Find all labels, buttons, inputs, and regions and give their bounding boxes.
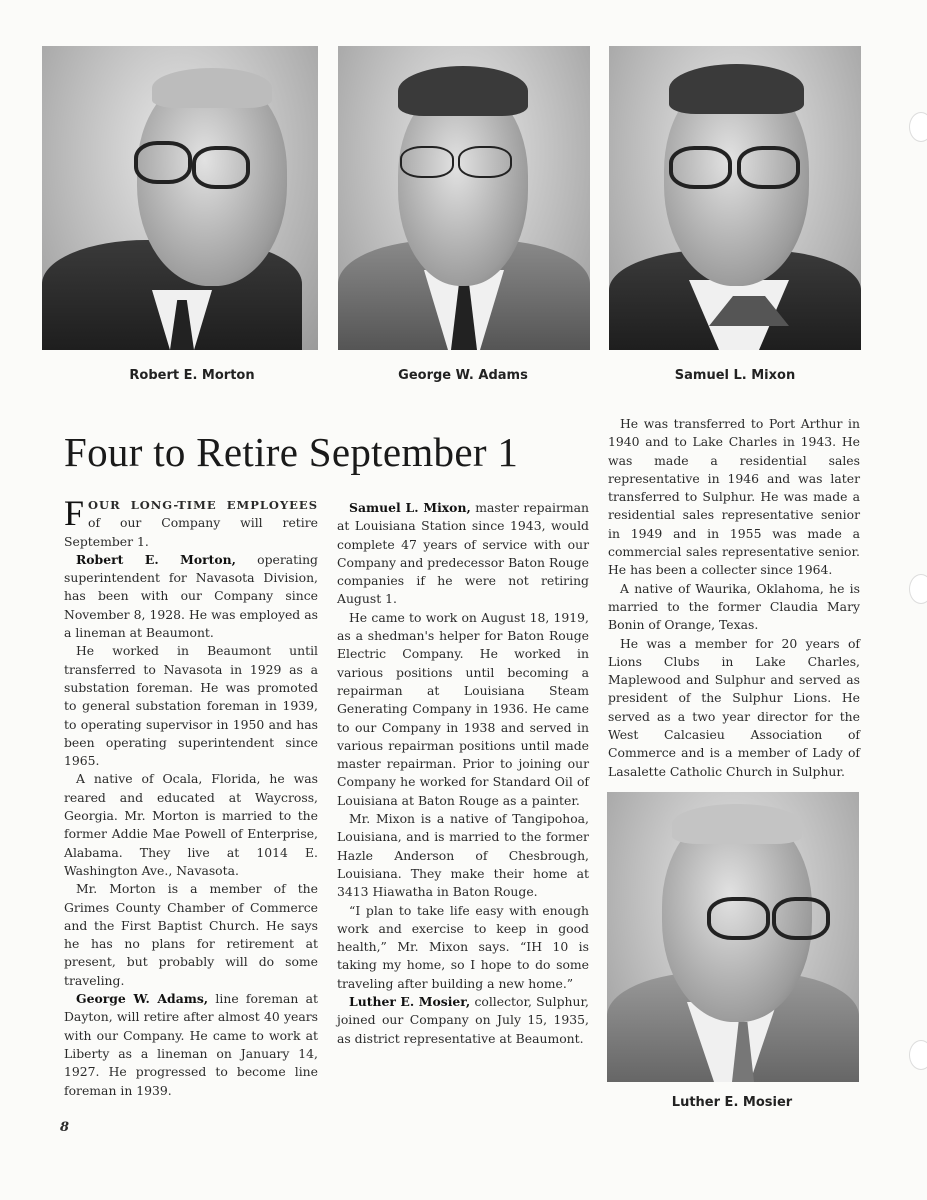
- binder-hole: [909, 574, 927, 604]
- paragraph: Samuel L. Mixon, master repairman at Louisiana Station since 1943, would complete 47 years of service with our Company and predecessor Baton Rouge companies if he were not retiring August 1.: [337, 500, 589, 607]
- caption-samuel-mixon: Samuel L. Mixon: [674, 368, 796, 383]
- column-3: [608, 415, 860, 781]
- column-1: [64, 493, 318, 1100]
- paragraph: He was transferred to Port Arthur in 1940 and to Lake Charles in 1943. He was made a residential sales representative in 1946 and was later transferred to Sulphur. He was made a residential sales representative senior in 1949 and in 1955 was made a commercial sales representative senior. He has been a collecter since 1964.: [608, 416, 860, 578]
- paragraph: Mr. Morton is a member of the Grimes County Chamber of Commerce and the First Baptist Church. He says he has no plans for retirement at present, but probably will do some traveling.: [64, 881, 318, 988]
- paragraph: He worked in Beaumont until transferred to Navasota in 1929 as a substation foreman. He was promoted to general substation foreman in 1939, to operating supervisor in 1950 and has been operating superintendent since 1965.: [64, 643, 318, 769]
- binder-hole: [909, 112, 927, 142]
- paragraph: A native of Ocala, Florida, he was reared and educated at Waycross, Georgia. Mr. Morton is married to the former Addie Mae Powell of Enterprise, Alabama. They live at 1014 E. Washington Ave., Navasota.: [64, 771, 318, 878]
- paragraph: He was a member for 20 years of Lions Clubs in Lake Charles, Maplewood and Sulphur and served as president of the Sulphur Lions. He served as a two year director for the West Calcasieu Association of Commerce and is a member of Lady of Lasalette Catholic Church in Sulphur.: [608, 635, 860, 779]
- page-number: 8: [60, 1120, 70, 1135]
- intro-text: of our Company will retire September 1.: [64, 515, 318, 549]
- paragraph: Robert E. Morton, operating superintendent for Navasota Division, has been with our Company since November 8, 1928. He was employed as a lineman at Beaumont.: [64, 551, 318, 641]
- caption-luther-mosier: Luther E. Mosier: [671, 1095, 793, 1110]
- paragraph: George W. Adams, line foreman at Dayton, will retire after almost 40 years with our Company. He came to work at Liberty as a lineman on January 14, 1927. He progressed to become line foreman in 1939.: [64, 991, 318, 1098]
- paragraph: Mr. Mixon is a native of Tangipohoa, Louisiana, and is married to the former Hazle Anderson of Chesbrough, Louisiana. They make their home at 3413 Hiawatha in Baton Rouge.: [337, 811, 589, 900]
- paragraph: He came to work on August 18, 1919, as a shedman's helper for Baton Rouge Electric Company. He worked in various positions until becoming a repairman at Louisiana Steam Generating Company in 1936. He came to our Company in 1938 and served in various repairman positions until made master repairman. Prior to joining our Company he worked for Standard Oil of Louisiana at Baton Rouge as a painter.: [337, 609, 589, 808]
- caption-george-adams: George W. Adams: [398, 368, 528, 383]
- binder-hole: [909, 1040, 927, 1070]
- photo-samuel-mixon: [609, 46, 861, 350]
- photo-robert-morton: [42, 46, 318, 350]
- photo-george-adams: [338, 46, 590, 350]
- paragraph: A native of Waurika, Oklahoma, he is married to the former Claudia Mary Bonin of Orange, Texas.: [608, 580, 860, 633]
- intro-smallcaps: OUR LONG-TIME EMPLOYEES: [88, 498, 318, 512]
- photo-luther-mosier: [607, 792, 859, 1082]
- caption-robert-morton: Robert E. Morton: [129, 368, 255, 383]
- column-2: [337, 499, 589, 1048]
- paragraph: “I plan to take life easy with enough work and exercise to keep in good health,” Mr. Mixon says. “IH 10 is taking my home, so I hope to do some traveling after building a new home.”: [337, 902, 589, 991]
- drop-cap: F: [64, 493, 85, 533]
- paragraph: Luther E. Mosier, collector, Sulphur, joined our Company on July 15, 1935, as district representative at Beaumont.: [337, 994, 589, 1046]
- headline: Four to Retire September 1: [64, 429, 519, 475]
